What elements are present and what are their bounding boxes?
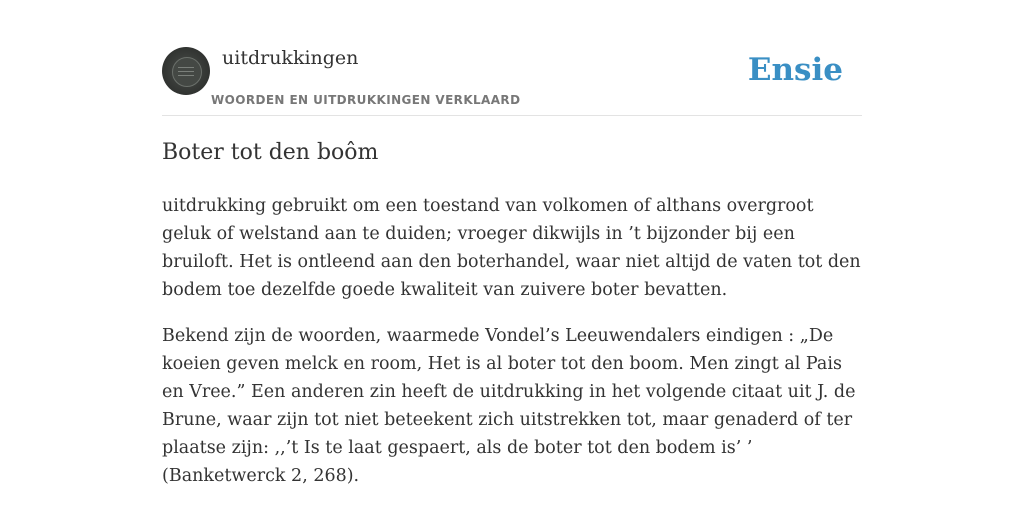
site-header	[162, 46, 862, 116]
avatar-emblem-icon	[172, 57, 202, 87]
site-name-link[interactable]: uitdrukkingen	[222, 47, 359, 69]
avatar-line-icon	[178, 67, 194, 68]
ensie-logo-link[interactable]: Ensie	[747, 52, 843, 88]
avatar-line-icon	[178, 75, 194, 76]
article-paragraph: uitdrukking gebruikt om een toestand van volkomen of althans overgroot geluk of welstand aan te duiden; vroeger dikwijls in ’t bijzonder bij een bruiloft. Het is ontleend aan den boterhandel, waar niet altijd de vaten tot den bodem toe dezelfde goede kwaliteit van zuivere boter bevatten.	[162, 196, 861, 300]
article-paragraph: Bekend zijn de woorden, waarmede Vondel’s Leeuwendalers eindigen : „De koeien geven melck en room, Het is al boter tot den boom. Men zingt al Pais en Vree.” Een anderen zin heeft de uitdrukking in het volgende citaat uit J. de Brune, waar zijn tot niet beteekent zich uitstrekken tot, maar genaderd of ter plaatse zijn: ,,’t Is te laat gespaert, als de boter tot den bodem is’ ’ (Banketwerck 2, 268).	[162, 326, 856, 486]
site-tagline: WOORDEN EN UITDRUKKINGEN VERKLAARD	[211, 93, 521, 107]
article-title: Boter tot den boôm	[162, 140, 379, 165]
article-body	[162, 192, 862, 508]
avatar-line-icon	[178, 71, 194, 72]
site-avatar[interactable]	[162, 47, 210, 95]
